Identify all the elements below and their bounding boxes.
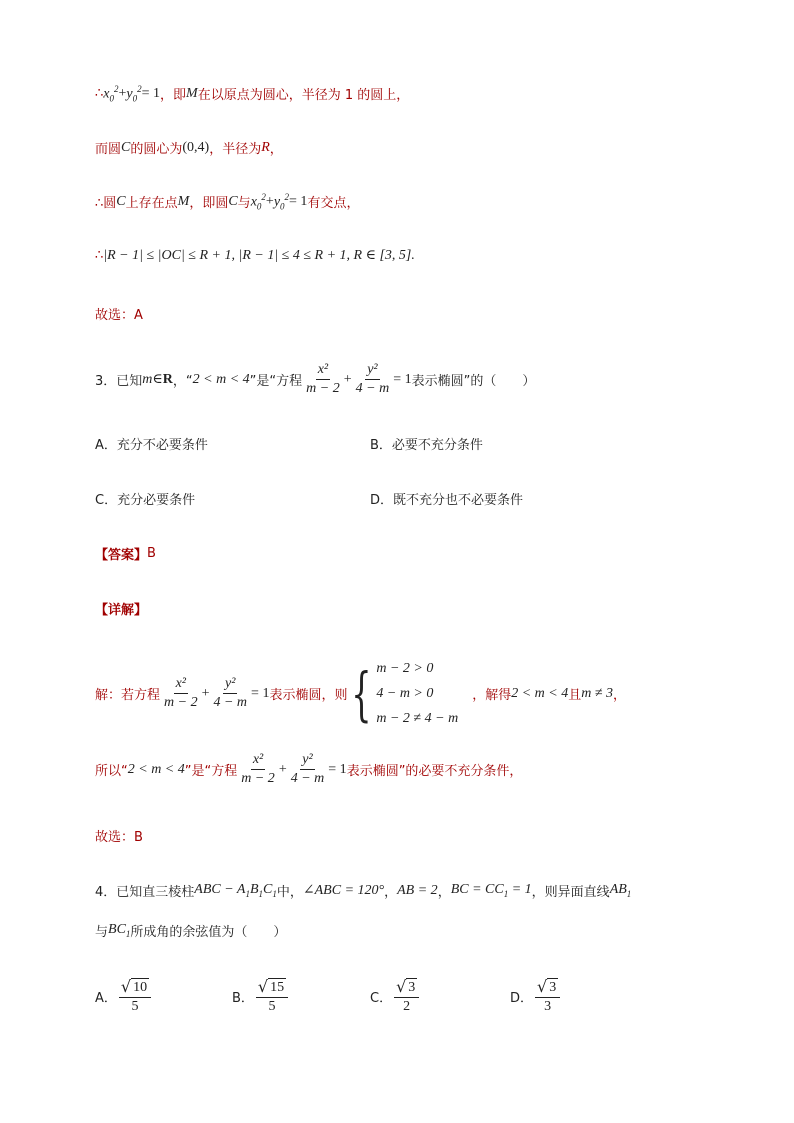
math-inequality-chain: |R − 1| ≤ |OC| ≤ R + 1, |R − 1| ≤ 4 ≤ R + 1, R ∈ [3, 5]. [103,248,415,263]
option-label: B． [232,991,254,1006]
question-4-line-2 [95,921,286,940]
math-ab: AB = 2 [397,882,438,898]
inequality-system: { m − 2 > 0 4 − m > 0 m − 2 ≠ 4 − m [347,656,458,731]
text: 有交点， [307,196,360,212]
answer-line [95,544,156,563]
text: 在以原点为圆心，半径为 1 的圆上， [197,88,410,104]
therefore-symbol: ∴ [95,86,104,102]
text: 而圆 [95,142,122,157]
plus-sign: + [343,371,352,387]
text: 解：若方程 [95,688,161,703]
q4-option-a[interactable] [95,978,153,1015]
math-m: m [142,371,153,387]
math-result-2: m ≠ 3 [581,685,614,701]
math-point: (0,4) [182,139,210,155]
text: ， [269,142,283,157]
fraction-y2: $\frac{\text{y²}}{4 - m}$ [355,362,390,396]
equals-one: = 1 [251,685,270,701]
system-row-1: m − 2 > 0 [376,661,434,676]
choose-answer-a: 故选：A [95,308,143,323]
math-M: M [186,85,198,101]
text: ，解得 [472,688,512,703]
option-a[interactable]: A．充分不必要条件 [95,438,208,453]
math-ab1: $AB_1$ [609,882,632,899]
equals-one: = 1 [289,193,308,209]
sqrt-icon: √ 15 [256,978,288,998]
solution-3 [95,656,626,731]
math-bc: BC = $CC_1 = 1$ [450,882,532,899]
answer-value: B [147,546,156,561]
plus-sign: + [278,761,287,777]
therefore-symbol: ∴ [95,248,104,263]
text: 4．已知直三棱柱 [95,885,195,900]
sqrt-icon: √ 3 [394,978,419,998]
text: ”是“方程 [249,374,303,389]
solution-line-3 [95,192,359,211]
fraction-x2: $\frac{\text{x²}}{m - 2}$ [164,676,198,710]
option-d[interactable]: D．既不充分也不必要条件 [370,493,524,508]
text: 与 [95,925,109,940]
math-y0: $y_0^2$ [126,84,142,104]
q4-option-b[interactable] [232,978,290,1015]
question-4-line-1 [95,881,631,900]
option-b[interactable]: B．必要不充分条件 [370,438,483,453]
text: 所成角的余弦值为（ ） [130,925,287,940]
choose-answer-b: 故选：B [95,830,143,845]
q4-option-c[interactable] [370,978,421,1015]
plus-sign: + [201,685,210,701]
text: 表示椭圆”的必要不充分条件， [346,764,523,779]
fraction-sqrt15-over-5: √ 15 5 [256,978,288,1015]
solution-line-4 [95,247,415,264]
option-label: A． [95,991,117,1006]
text: 表示椭圆，则 [269,688,348,703]
text: 中， [276,885,303,900]
text: ，即 [160,88,187,104]
text: 所以“ [95,764,128,779]
math-condition: 2 < m < 4 [127,761,185,777]
text: 表示椭圆”的（ ） [411,374,536,389]
solution-line-2 [95,138,283,157]
text: 的圆心为 [130,142,183,157]
math-prism: ABC − $A_1B_1C_1$ [194,882,277,899]
text: 上存在点 [125,196,178,212]
math-R: R [261,139,270,155]
option-c[interactable]: C．充分必要条件 [95,493,196,508]
math-in: ∈ [152,372,163,387]
fraction-sqrt3-over-3: √ 3 3 [535,978,560,1015]
plus-sign: + [265,193,274,209]
question-3 [95,362,535,397]
option-label: D． [510,991,534,1006]
text: ∴圆 [95,196,117,212]
option-label: C． [370,991,393,1006]
text: 且 [568,688,582,703]
solution-line-1 [95,84,409,103]
fraction-x2: $\frac{\text{x²}}{m - 2}$ [241,752,275,786]
fraction-y2: $\frac{\text{y²}}{4 - m}$ [290,752,325,786]
text: ，“ [172,374,193,389]
math-result: 2 < m < 4 [511,685,569,701]
text: 与 [237,196,251,212]
equals-one: = 1 [328,761,347,777]
text: 3．已知 [95,374,143,389]
fraction-y2: $\frac{\text{y²}}{4 - m}$ [213,676,248,710]
q4-option-d[interactable] [510,978,562,1015]
math-bc1: $BC_1$ [108,922,131,939]
text: ，半径为 [209,142,262,157]
fraction-sqrt3-over-2: √ 3 2 [394,978,419,1015]
sqrt-icon: √ 3 [535,978,560,998]
math-M: M [177,193,190,209]
math-C: C [228,193,238,209]
plus-sign: + [118,85,127,101]
system-row-2: 4 − m > 0 [376,686,434,701]
system-row-3: m − 2 ≠ 4 − m [376,711,459,726]
detail-label: 【详解】 [95,603,148,618]
math-x0: $x_0^2$ [103,84,119,104]
text: ，即圆 [189,196,229,212]
math-C: C [116,193,126,209]
math-angle: ∠ABC = 120° [302,883,385,898]
math-C: C [121,139,131,155]
math-condition: 2 < m < 4 [192,371,250,387]
text: ”是“方程 [184,764,238,779]
fraction-sqrt10-over-5: √ 10 5 [119,978,151,1015]
math-y0: $y_0^2$ [273,192,290,212]
text: ， [437,885,451,900]
conclusion-3 [95,752,522,787]
text: ，则异面直线 [531,885,610,900]
equals-one: = 1 [141,85,161,101]
text: ， [613,688,627,703]
text: ， [384,885,398,900]
sqrt-icon: √ 10 [119,978,151,998]
math-x0: $x_0^2$ [250,192,266,212]
fraction-x2: $\frac{\text{x²}}{m - 2}$ [306,362,340,396]
math-reals: R [162,371,173,387]
answer-label: 【答案】 [95,548,148,563]
equals-one: = 1 [393,371,412,387]
